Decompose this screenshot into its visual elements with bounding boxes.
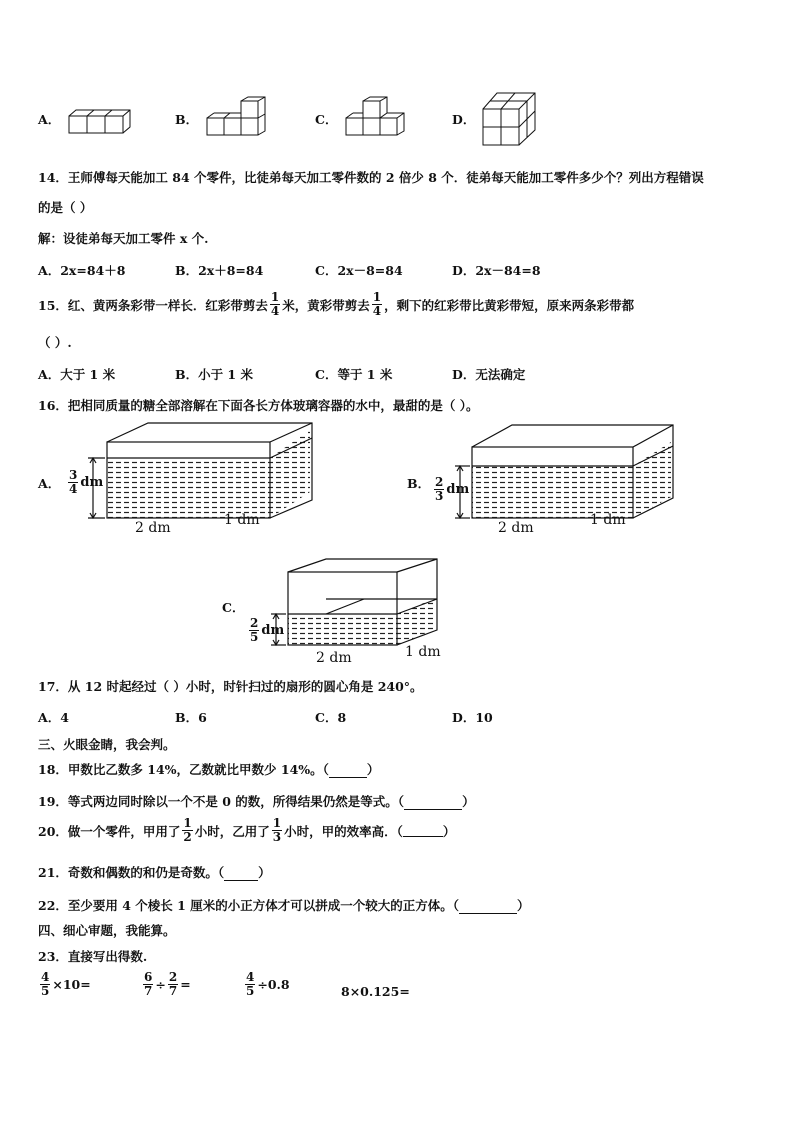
q15-part1: 15．红、黄两条彩带一样长．红彩带剪去 bbox=[38, 297, 268, 313]
frac-den: 5 bbox=[250, 630, 259, 644]
q21 bbox=[38, 863, 271, 881]
q16-container-a bbox=[60, 420, 380, 545]
q23-text: 23．直接写出得数. bbox=[38, 949, 148, 964]
frac-den: 3 bbox=[435, 489, 444, 503]
frac-num: 2 bbox=[435, 475, 444, 489]
q22-text: 22．至少要用 4 个棱长 1 厘米的小正方体才可以拼成一个较大的正方体。（ bbox=[38, 898, 459, 913]
frac-den: 4 bbox=[69, 482, 78, 496]
q13-option-a-cubes bbox=[68, 108, 132, 136]
q14-option-b: B．2x＋8=84 bbox=[175, 263, 264, 278]
q16-c-height-unit: dm bbox=[261, 623, 285, 638]
q23-e3-rest: ÷0.8 bbox=[257, 977, 290, 992]
q14-option-c: C．2x－8=84 bbox=[315, 263, 403, 278]
q16-b-width: 1 dm bbox=[590, 512, 626, 528]
q20 bbox=[38, 817, 455, 844]
q13-option-c-cubes bbox=[345, 96, 409, 138]
q19-answer-blank[interactable] bbox=[404, 797, 462, 810]
q15-option-d: D．无法确定 bbox=[452, 367, 526, 382]
frac-den: 7 bbox=[144, 984, 153, 998]
q22-close: ） bbox=[516, 898, 530, 913]
q15-part2: 米，黄彩带剪去 bbox=[282, 297, 370, 313]
q17-option-a: A．4 bbox=[38, 710, 69, 725]
q20-part2: 小时，乙用了 bbox=[194, 823, 270, 839]
q13-option-c-label: C． bbox=[315, 112, 338, 127]
q16-c-height-frac bbox=[249, 617, 259, 644]
q16-option-c-label: C． bbox=[222, 600, 245, 615]
q16-option-b-label: B． bbox=[407, 476, 431, 491]
frac-num: 2 bbox=[250, 616, 259, 630]
q23-e1-frac bbox=[40, 971, 50, 998]
frac-den: 5 bbox=[41, 984, 50, 998]
q18 bbox=[38, 760, 379, 778]
q20-fraction-1 bbox=[182, 817, 192, 844]
q23-e2-frac2 bbox=[168, 971, 178, 998]
q14-line1: 14．王师傅每天能加工 84 个零件，比徒弟每天加工零件数的 2 倍少 8 个．徒弟每天能加工零件多少个？列出方程错误 bbox=[38, 170, 704, 185]
frac-num: 2 bbox=[168, 970, 178, 984]
q16-option-a-label: A． bbox=[38, 476, 61, 491]
frac-num: 6 bbox=[144, 970, 153, 984]
q15-line2: （ ）. bbox=[38, 335, 72, 350]
q14-option-a: A．2x=84＋8 bbox=[38, 263, 126, 278]
q13-option-d-label: D． bbox=[452, 112, 476, 127]
q16-b-height bbox=[432, 476, 469, 503]
q18-close: ） bbox=[366, 762, 380, 777]
frac-den: 4 bbox=[270, 304, 280, 318]
q20-answer-blank[interactable] bbox=[403, 824, 443, 837]
q15-option-c: C．等于 1 米 bbox=[315, 367, 393, 382]
q16-a-height bbox=[66, 469, 103, 496]
frac-num: 4 bbox=[246, 970, 255, 984]
q13-option-b-cubes bbox=[206, 96, 268, 138]
q14-solution: 解：设徒弟每天加工零件 x 个. bbox=[38, 231, 209, 246]
q15-option-b: B．小于 1 米 bbox=[175, 367, 253, 382]
q16-b-height-frac bbox=[434, 476, 444, 503]
q17-text: 17．从 12 时起经过（ ）小时，时针扫过的扇形的圆心角是 240°。 bbox=[38, 679, 423, 694]
q23-e1-rest: ×10= bbox=[52, 977, 91, 992]
frac-num: 1 bbox=[183, 816, 192, 830]
q16-a-height-unit: dm bbox=[80, 475, 104, 490]
q14-line2: 的是（ ） bbox=[38, 200, 93, 215]
section-4-heading: 四、细心审题，我能算。 bbox=[38, 923, 176, 938]
q13-option-b-label: B． bbox=[175, 112, 199, 127]
frac-num: 1 bbox=[372, 290, 382, 304]
q23-e2-rest: = bbox=[180, 977, 191, 992]
q23-expr-3 bbox=[243, 971, 290, 998]
q20-close: ） bbox=[442, 823, 456, 839]
q16-a-width: 1 dm bbox=[224, 512, 260, 528]
q16-a-height-frac bbox=[68, 469, 78, 496]
q15-line1 bbox=[38, 291, 634, 318]
q17-option-b: B．6 bbox=[175, 710, 207, 725]
frac-num: 4 bbox=[41, 970, 50, 984]
frac-den: 5 bbox=[246, 984, 255, 998]
frac-den: 7 bbox=[168, 984, 178, 998]
section-3-heading: 三、火眼金睛，我会判。 bbox=[38, 737, 176, 752]
q16-c-height bbox=[247, 617, 284, 644]
q19-text: 19．等式两边同时除以一个不是 0 的数，所得结果仍然是等式。（ bbox=[38, 794, 405, 809]
q23-expr-2 bbox=[141, 971, 191, 998]
q16-c-length: 2 dm bbox=[316, 650, 352, 666]
q23-e2-frac1 bbox=[143, 971, 153, 998]
q22-answer-blank[interactable] bbox=[459, 901, 517, 914]
q21-answer-blank[interactable] bbox=[224, 868, 258, 881]
q20-part3: 小时，甲的效率高．（ bbox=[284, 823, 403, 839]
q23-expr-1 bbox=[38, 971, 91, 998]
q18-text: 18．甲数比乙数多 14%，乙数就比甲数少 14%。（ bbox=[38, 762, 329, 777]
q16-b-length: 2 dm bbox=[498, 520, 534, 536]
q16-container-b bbox=[428, 420, 748, 545]
q17-option-d: D．10 bbox=[452, 710, 493, 725]
q18-answer-blank[interactable] bbox=[329, 765, 367, 778]
frac-num: 3 bbox=[69, 468, 78, 482]
q15-part3: ，剩下的红彩带比黄彩带短，原来两条彩带都 bbox=[384, 297, 635, 313]
q16-b-height-unit: dm bbox=[446, 482, 470, 497]
q17-option-c: C．8 bbox=[315, 710, 347, 725]
q21-text: 21．奇数和偶数的和仍是奇数。（ bbox=[38, 865, 225, 880]
q23-expr-4: 8×0.125= bbox=[341, 984, 410, 999]
q15-option-a: A．大于 1 米 bbox=[38, 367, 116, 382]
frac-den: 4 bbox=[372, 304, 382, 318]
q21-close: ） bbox=[258, 865, 271, 880]
q15-fraction-2 bbox=[372, 291, 382, 318]
frac-den: 2 bbox=[183, 830, 192, 844]
q23-e2-op: ÷ bbox=[155, 977, 166, 992]
q20-part1: 20．做一个零件，甲用了 bbox=[38, 823, 181, 839]
q14-option-d: D．2x－84=8 bbox=[452, 263, 541, 278]
frac-num: 1 bbox=[270, 290, 280, 304]
q22 bbox=[38, 896, 529, 914]
q19-close: ） bbox=[462, 794, 475, 809]
frac-den: 3 bbox=[272, 830, 282, 844]
q16-text: 16．把相同质量的糖全部溶解在下面各长方体玻璃容器的水中，最甜的是（ ）。 bbox=[38, 398, 479, 413]
q19 bbox=[38, 792, 475, 810]
q20-fraction-2 bbox=[272, 817, 282, 844]
q13-option-a-label: A． bbox=[38, 112, 61, 127]
q15-fraction-1 bbox=[270, 291, 280, 318]
frac-num: 1 bbox=[272, 816, 282, 830]
q16-c-width: 1 dm bbox=[405, 644, 441, 660]
q13-option-d-cubes bbox=[482, 90, 542, 148]
q16-a-length: 2 dm bbox=[135, 520, 171, 536]
q23-e3-frac bbox=[245, 971, 255, 998]
